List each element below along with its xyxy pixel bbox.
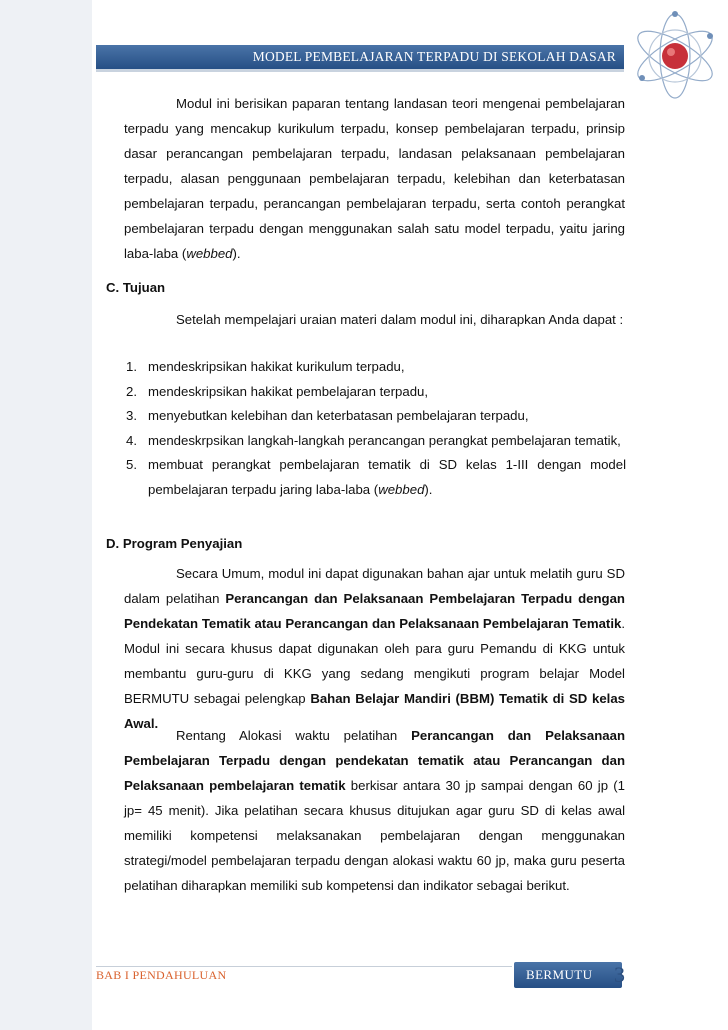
list-number: 3. bbox=[126, 408, 137, 423]
program-text-2a: Rentang Alokasi waktu pelatihan bbox=[176, 728, 412, 743]
list-item bbox=[126, 380, 626, 405]
intro-italic: webbed bbox=[186, 246, 233, 261]
program-bold-b: Perancangan dan Pelaksanaan Pembelajaran Terpadu dengan Pendekatan Tematik atau Perancangan dan Pelaksanaan Pembelajaran Tematik bbox=[124, 591, 625, 631]
program-paragraph-2 bbox=[124, 723, 625, 898]
program-text-c: . Modul ini secara khusus dapat digunakan oleh para guru Pemandu di KKG untuk membantu guru-guru di KKG yang sedang mengikuti program belajar Model BERMUTU sebagai pelengkap bbox=[124, 616, 625, 706]
intro-text: Modul ini berisikan paparan tentang landasan teori mengenai pembelajaran terpadu yang mencakup kurikulum terpadu, konsep pembelajaran terpadu, prinsip dasar perancangan pembelajaran terpadu, landasan pelaksanaan pembelajaran terpadu, alasan penggunaan pembelajaran terpadu, kelebihan dan keterbatasan pembelajaran terpadu, perancangan pembelajaran terpadu, serta contoh perangkat pembelajaran terpadu dengan menggunakan salah satu model terpadu, yaitu jaring laba-laba ( bbox=[124, 96, 625, 261]
list-text: mendeskripsikan hakikat kurikulum terpadu, bbox=[148, 359, 405, 374]
footer-chapter: BAB I PENDAHULUAN bbox=[96, 968, 227, 982]
program-bold-2b: Perancangan dan Pelaksanaan Pembelajaran Terpadu dengan pendekatan tematik atau Perancangan dan Pelaksanaan pembelajaran tematik bbox=[124, 728, 625, 793]
intro-end: ). bbox=[232, 246, 241, 261]
section-heading-tujuan: C. Tujuan bbox=[106, 280, 166, 295]
list-number: 1. bbox=[126, 359, 137, 374]
footer-brand: BERMUTU bbox=[526, 967, 593, 982]
list-number: 2. bbox=[126, 383, 137, 399]
footer-badge bbox=[514, 962, 622, 988]
page-number: 3 bbox=[614, 962, 625, 987]
footer-divider bbox=[96, 966, 512, 967]
program-paragraph-1 bbox=[124, 561, 625, 736]
program-bold-d: Bahan Belajar Mandiri (BBM) Tematik di SD kelas Awal. bbox=[124, 691, 625, 731]
list-item bbox=[126, 453, 626, 502]
intro-paragraph bbox=[124, 91, 625, 266]
program-text-2c: berkisar antara 30 jp sampai dengan 60 jp (1 jp= 45 menit). Jika pelatihan secara khusus ditujukan agar guru SD di kelas awal memiliki kompetensi melaksanakan pembelajaran dengan menggunakan strategi/model pembelajaran terpadu dengan alokasi waktu 60 jp, maka guru peserta pelatihan diharapkan memiliki sub kompetensi dan indikator sebagai berikut. bbox=[124, 778, 625, 893]
section-heading-program: D. Program Penyajian bbox=[106, 536, 243, 551]
list-item bbox=[126, 429, 626, 454]
list-number: 4. bbox=[126, 432, 137, 448]
header-bar bbox=[96, 45, 624, 72]
tujuan-lead bbox=[124, 307, 625, 332]
tujuan-list bbox=[126, 355, 626, 502]
list-italic: webbed bbox=[378, 481, 425, 497]
list-end: ). bbox=[424, 481, 433, 497]
list-text: menyebutkan kelebihan dan keterbatasan pembelajaran terpadu, bbox=[148, 408, 529, 423]
left-margin-band bbox=[0, 0, 92, 1030]
list-text: mendeskripsikan hakikat pembelajaran terpadu, bbox=[148, 383, 429, 399]
tujuan-lead-text: Setelah mempelajari uraian materi dalam modul ini, diharapkan Anda dapat : bbox=[176, 312, 624, 327]
program-text-a: Secara Umum, modul ini dapat digunakan bahan ajar untuk melatih guru SD dalam pelatihan bbox=[124, 566, 625, 606]
header-title: MODEL PEMBELAJARAN TERPADU DI SEKOLAH DASAR bbox=[252, 49, 616, 64]
list-number: 5. bbox=[126, 457, 137, 472]
atom-logo-icon bbox=[628, 6, 722, 100]
list-text: membuat perangkat pembelajaran tematik di SD kelas 1-III dengan model pembelajaran terpadu jaring laba-laba ( bbox=[148, 457, 626, 497]
list-item bbox=[126, 355, 626, 380]
list-text: mendeskrpsikan langkah-langkah perancangan perangkat pembelajaran tematik, bbox=[148, 432, 621, 448]
list-item bbox=[126, 404, 626, 429]
